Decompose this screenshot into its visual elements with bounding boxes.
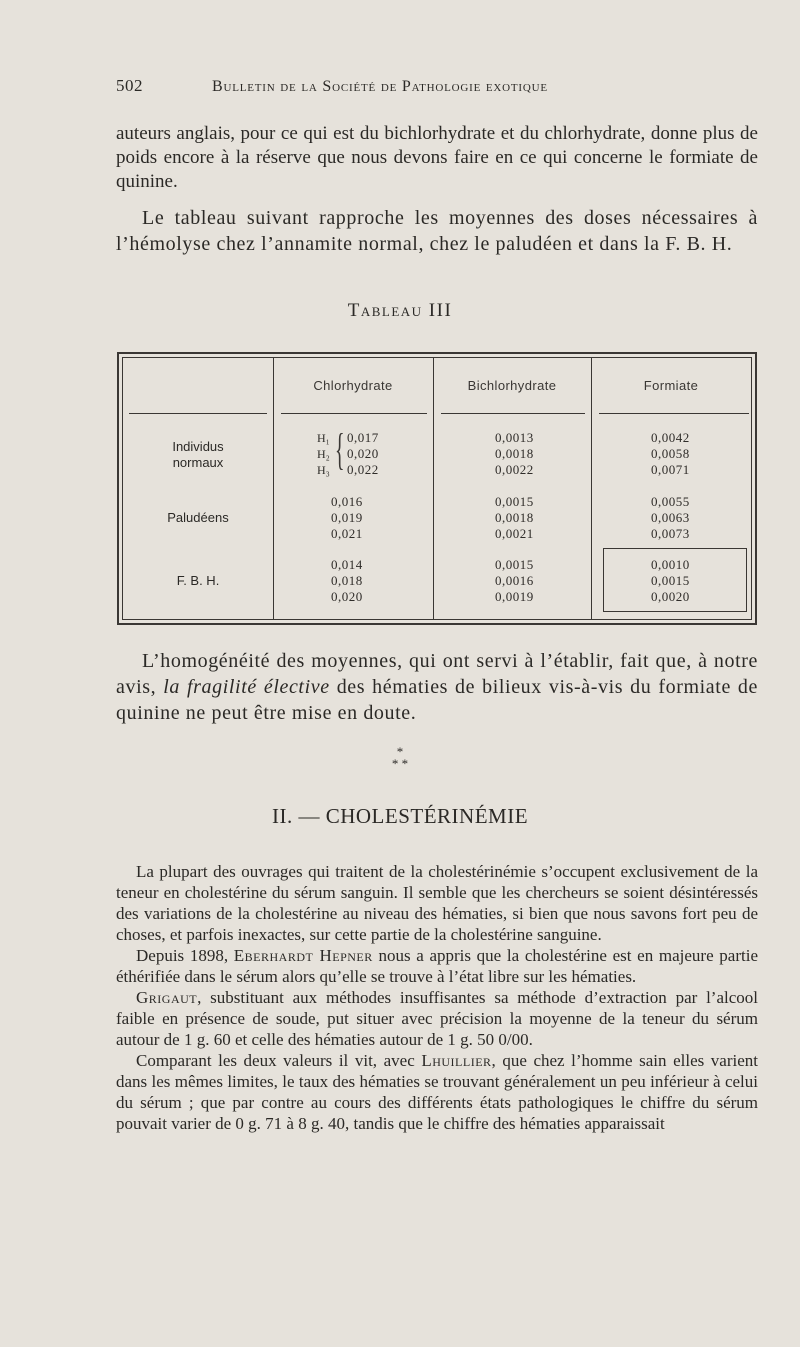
asterisks: * * xyxy=(391,756,409,771)
cell-bichlorhydrate-normaux: 0,0013 0,0018 0,0022 xyxy=(495,430,534,477)
cell-chlorhydrate-paludeens: 0,016 0,019 0,021 xyxy=(331,494,363,541)
cell-formiate-fbh: 0,0010 0,0015 0,0020 xyxy=(651,557,690,604)
paragraph-continuation: auteurs anglais, pour ce qui est du bichlorhydrate et du chlorhydrate, donne plus de poids encore à la réserve que nous devons faire en ce qui concerne le formiate de quinine. xyxy=(116,123,758,192)
paragraph: La plupart des ouvrages qui traitent de la cholestérinémie s’occupent exclusivement de la teneur en cholestérine du sérum sanguin. Il semble que les chercheurs se soient désintéressés des variations de la cholestérine au niveau des hématies, si bien que nous savons fort peu de choses, et parfois inexactes, sur cette partie de la cholestérine sanguine. xyxy=(116,862,758,944)
text-run: , substituant aux méthodes insuffisantes sa méthode d’extraction par l’alcool faible en présence de soude, put situer avec précision la moyenne de la teneur du sérum autour de 1 g. 60 et celle des hématies autour de 1 g. 50 0/00. xyxy=(116,988,758,1049)
column-header-formiate: Formiate xyxy=(643,378,699,393)
header-rule xyxy=(441,413,585,414)
h-label: H₃ xyxy=(317,463,330,477)
row-label-fbh: F. B. H. xyxy=(176,573,220,588)
cell-bichlorhydrate-fbh: 0,0015 0,0016 0,0019 xyxy=(495,557,534,604)
asterisk: * xyxy=(396,744,404,759)
section-heading: II. — CHOLESTÉRINÉMIE xyxy=(271,804,529,828)
row-label-line: normaux xyxy=(172,455,224,470)
author-name: Grigaut xyxy=(136,988,198,1007)
text-run: nous a appris que la cholestérine est en majeure partie éthérifiée dans le sérum alors qu’elle se trouve à l’état libre sur les hématies. xyxy=(116,946,758,986)
column-header-chlorhydrate: Chlorhydrate xyxy=(313,378,393,393)
author-name: Eberhardt Hepner xyxy=(233,946,373,965)
row-label-individus-normaux xyxy=(123,439,273,471)
paragraph xyxy=(116,1050,758,1134)
text-run: Comparant les deux valeurs il vit, avec xyxy=(136,1051,422,1070)
column-divider xyxy=(273,358,274,619)
table-title: Tableau III xyxy=(347,300,453,321)
paragraph-conclusion xyxy=(116,648,758,726)
header-rule xyxy=(129,413,267,414)
column-divider xyxy=(591,358,592,619)
author-name: Lhuillier xyxy=(421,1051,492,1070)
cell-formiate-normaux: 0,0042 0,0058 0,0071 xyxy=(651,430,690,477)
h-labels xyxy=(317,430,330,478)
data-table xyxy=(117,352,757,625)
cell-formiate-paludeens: 0,0055 0,0063 0,0073 xyxy=(651,494,690,541)
header-rule xyxy=(281,413,427,414)
row-label-paludeens: Paludéens xyxy=(167,510,229,525)
page-number: 502 xyxy=(116,76,143,95)
h-label: H₂ xyxy=(317,447,330,461)
journal-title: Bulletin de la Société de Pathologie exotique xyxy=(212,78,548,95)
row-label-line: Individus xyxy=(172,439,224,454)
column-divider xyxy=(433,358,434,619)
text-run: des hématies de bilieux vis-à-vis du formiate de quinine ne peut être mise en doute. xyxy=(116,676,758,724)
h-label: H₁ xyxy=(317,431,330,445)
emphasis: la fragilité élective xyxy=(163,676,330,698)
section-body xyxy=(116,861,758,1134)
cell-bichlorhydrate-paludeens: 0,0015 0,0018 0,0021 xyxy=(495,494,534,541)
paragraph xyxy=(116,945,758,987)
header-rule xyxy=(599,413,749,414)
table-inner-border xyxy=(122,357,752,620)
text-run: L’homogénéité des moyennes, qui ont servi à l’établir, fait que, à notre avis, xyxy=(116,650,758,698)
column-header-bichlorhydrate: Bichlorhydrate xyxy=(467,378,557,393)
cell-chlorhydrate-fbh: 0,014 0,018 0,020 xyxy=(331,557,363,604)
brace-icon: { xyxy=(335,425,345,474)
paragraph xyxy=(116,987,758,1050)
cell-chlorhydrate-normaux: 0,017 0,020 0,022 xyxy=(347,430,379,477)
text-run: , que chez l’homme sain elles varient dans les mêmes limites, le taux des hématies se trouvant généralement un peu inférieur à celui du sérum ; que par contre au cours des différents états pathologiques le chiffre du sérum pouvait varier de 0 g. 71 à 8 g. 40, tandis que le chiffre des hématies apparaissait xyxy=(116,1051,758,1133)
section-separator xyxy=(0,746,800,770)
paragraph-table-intro: Le tableau suivant rapproche les moyennes des doses nécessaires à l’hémolyse chez l’annamite normal, chez le paludéen et dans la F. B. H. xyxy=(116,207,758,255)
text-run: Depuis 1898, xyxy=(136,946,234,965)
